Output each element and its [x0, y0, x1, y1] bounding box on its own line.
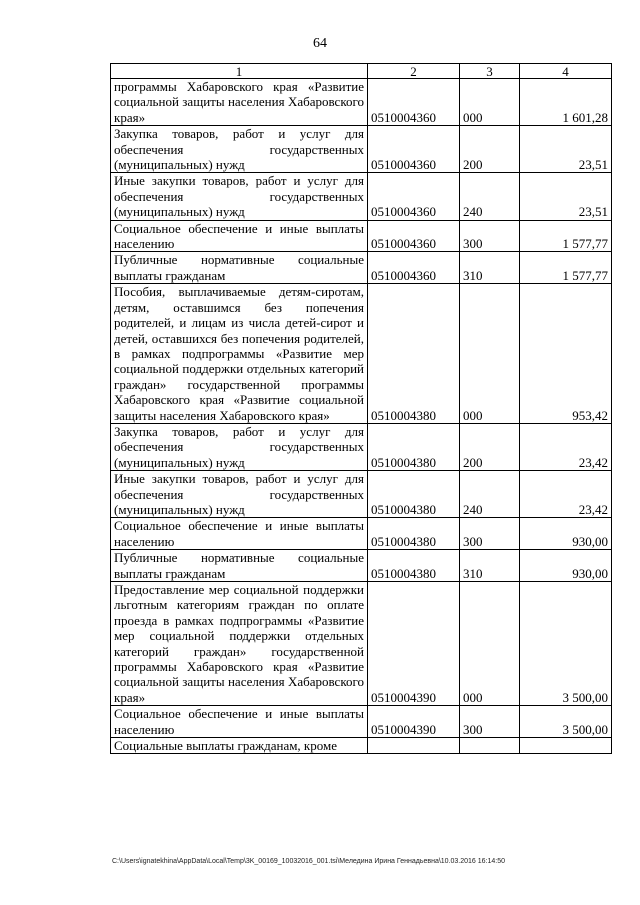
table-row: [111, 471, 612, 518]
row-code: 0510004380: [368, 518, 460, 550]
row-sum: 23,51: [520, 173, 612, 220]
row-code: 0510004360: [368, 79, 460, 126]
row-sum: 1 577,77: [520, 252, 612, 284]
row-name: Иные закупки товаров, работ и услуг для обеспечения государственных (муниципальных) нужд: [111, 173, 368, 220]
table-row: [111, 706, 612, 738]
row-code: 0510004380: [368, 550, 460, 582]
table-row: [111, 79, 612, 126]
row-name: Иные закупки товаров, работ и услуг для обеспечения государственных (муниципальных) нужд: [111, 471, 368, 518]
row-sum: 930,00: [520, 550, 612, 582]
row-code: [368, 738, 460, 754]
table-row: [111, 173, 612, 220]
row-sum: 930,00: [520, 518, 612, 550]
row-code: 0510004360: [368, 220, 460, 252]
row-sum: 3 500,00: [520, 582, 612, 706]
row-kind: 000: [460, 582, 520, 706]
row-sum: 23,42: [520, 423, 612, 470]
budget-table: [110, 63, 612, 754]
row-kind: 200: [460, 423, 520, 470]
row-name: Пособия, выплачиваемые детям-сиротам, детям, оставшимся без попечения родителей, и лицам из числа детей-сирот и детей, оставшихся без попечения родителей, в рамках подпрограммы «Развитие мер социальной поддержки отдельных категорий граждан» государственной программы Хабаровского края «Развитие социальной защиты населения Хабаровского края»: [111, 284, 368, 424]
row-kind: 300: [460, 706, 520, 738]
row-kind: 000: [460, 79, 520, 126]
row-sum: 1 601,28: [520, 79, 612, 126]
table-row: [111, 220, 612, 252]
row-kind: 240: [460, 471, 520, 518]
row-code: 0510004380: [368, 471, 460, 518]
row-sum: [520, 738, 612, 754]
row-code: 0510004380: [368, 423, 460, 470]
table-row: [111, 423, 612, 470]
row-kind: 200: [460, 126, 520, 173]
row-kind: 300: [460, 220, 520, 252]
row-name: Социальные выплаты гражданам, кроме: [111, 738, 368, 754]
table-row: [111, 252, 612, 284]
table-row: [111, 738, 612, 754]
row-name: Публичные нормативные социальные выплаты гражданам: [111, 252, 368, 284]
row-name: программы Хабаровского края «Развитие социальной защиты населения Хабаровского края»: [111, 79, 368, 126]
row-sum: 953,42: [520, 284, 612, 424]
row-kind: [460, 738, 520, 754]
row-code: 0510004390: [368, 582, 460, 706]
row-kind: 310: [460, 550, 520, 582]
row-kind: 000: [460, 284, 520, 424]
row-code: 0510004390: [368, 706, 460, 738]
header-col-2: 2: [368, 64, 460, 79]
row-code: 0510004360: [368, 126, 460, 173]
header-col-3: 3: [460, 64, 520, 79]
footer-file-path: C:\Users\ignatekhina\AppData\Local\Temp\3K_00169_10032016_001.tsi\Меледина Ирина Геннадьевна\10.03.2016 16:14:50: [112, 858, 506, 865]
row-code: 0510004380: [368, 284, 460, 424]
row-name: Публичные нормативные социальные выплаты гражданам: [111, 550, 368, 582]
row-name: Закупка товаров, работ и услуг для обеспечения государственных (муниципальных) нужд: [111, 126, 368, 173]
row-sum: 1 577,77: [520, 220, 612, 252]
table-header-row: [111, 64, 612, 79]
row-name: Социальное обеспечение и иные выплаты населению: [111, 518, 368, 550]
row-name: Предоставление мер социальной поддержки льготным категориям граждан по оплате проезда в рамках подпрограммы «Развитие мер социальной поддержки отдельных категорий граждан» государственной программы Хабаровского края «Развитие социальной защиты населения Хабаровского края»: [111, 582, 368, 706]
header-col-1: 1: [111, 64, 368, 79]
row-code: 0510004360: [368, 173, 460, 220]
row-sum: 3 500,00: [520, 706, 612, 738]
row-name: Социальное обеспечение и иные выплаты населению: [111, 220, 368, 252]
table-row: [111, 518, 612, 550]
row-name: Социальное обеспечение и иные выплаты населению: [111, 706, 368, 738]
row-code: 0510004360: [368, 252, 460, 284]
row-kind: 310: [460, 252, 520, 284]
table-row: [111, 126, 612, 173]
row-sum: 23,51: [520, 126, 612, 173]
header-col-4: 4: [520, 64, 612, 79]
row-sum: 23,42: [520, 471, 612, 518]
table-row: [111, 582, 612, 706]
table-row: [111, 284, 612, 424]
row-name: Закупка товаров, работ и услуг для обеспечения государственных (муниципальных) нужд: [111, 423, 368, 470]
table-row: [111, 550, 612, 582]
page-number: 64: [313, 36, 327, 51]
row-kind: 240: [460, 173, 520, 220]
row-kind: 300: [460, 518, 520, 550]
